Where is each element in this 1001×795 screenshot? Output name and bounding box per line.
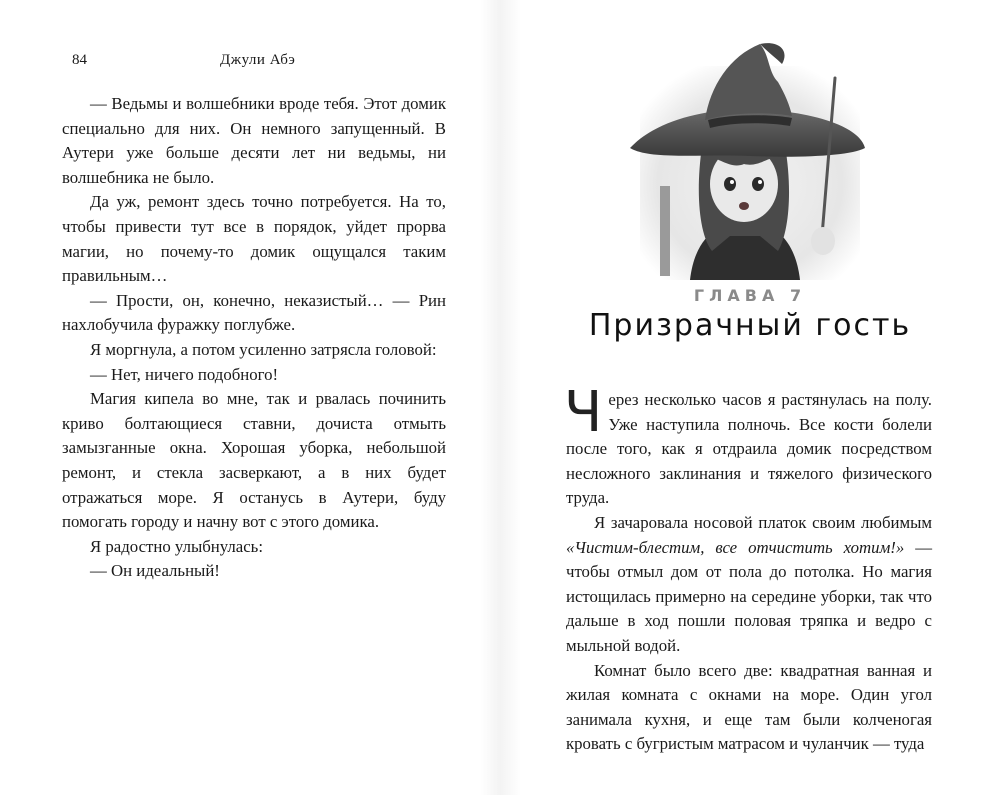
left-page-header [62, 48, 450, 74]
spell-text: «Чистим-блестим, все отчистить хотим!» [566, 537, 905, 557]
paragraph: Я моргнула, а потом усиленно затрясла головой: [90, 339, 437, 359]
paragraph-start: Я зачаровала носовой платок своим любимым [594, 512, 932, 532]
chapter-label: ГЛАВА 7 [693, 286, 807, 305]
paragraph: — Прости, он, конечно, неказистый… — Рин нахлобучила фуражку поглубже. [62, 290, 446, 335]
running-head-author: Джули Абэ [220, 52, 296, 68]
page-number: 84 [72, 52, 87, 68]
paragraph [566, 511, 932, 659]
paragraph: Комнат было всего две: квадратная ванная и жилая комната с окнами на море. Один угол занимала кухня, и еще там были колченогая кровать с бугристым матрасом и чуланчик — туда [566, 660, 932, 754]
paragraph: Да уж, ремонт здесь точно потребуется. На то, чтобы привести тут все в порядок, уйдет прорва магии, но почему-то домик ощущался таким правильным… [62, 192, 446, 286]
drop-cap: Ч [564, 380, 603, 445]
chapter-title: Призрачный гость [588, 308, 912, 343]
left-page-text [62, 92, 446, 584]
paragraph: — Нет, ничего подобного! [90, 364, 279, 384]
page-header [62, 48, 450, 74]
paragraph: Магия кипела во мне, так и рвалась починить криво болтающиеся ставни, дочиста отмыть замызганные окна. Хорошая уборка, небольшой ремонт, и стекла засверкают, а в них будет отражаться море. Я останусь в Аутери, буду помогать городу и начну вот с этого домика. [62, 389, 446, 532]
paragraph-end: — чтобы отмыл дом от пола до потолка. Но магия истощилась примерно на середине уборки, так что дальше в ход пошли половая тряпка и ведро с мыльной водой. [566, 537, 932, 655]
paragraph: Я радостно улыбнулась: [90, 536, 263, 556]
first-paragraph [564, 380, 932, 511]
paragraph: — Он идеальный! [90, 561, 220, 581]
witch-illustration [620, 36, 870, 280]
right-page-text [564, 380, 932, 757]
first-paragraph-text: ерез несколько часов я растянулась на полу. Уже наступила полночь. Все кости болели после того, как я отдраила домик посредством несложного заклинания и тяжелого физического труда. [566, 390, 932, 508]
paragraph: — Ведьмы и волшебники вроде тебя. Этот домик специально для них. Он немного запущенный. В Аутери уже больше десяти лет ни ведьмы, ни волшебника не было. [62, 94, 446, 187]
